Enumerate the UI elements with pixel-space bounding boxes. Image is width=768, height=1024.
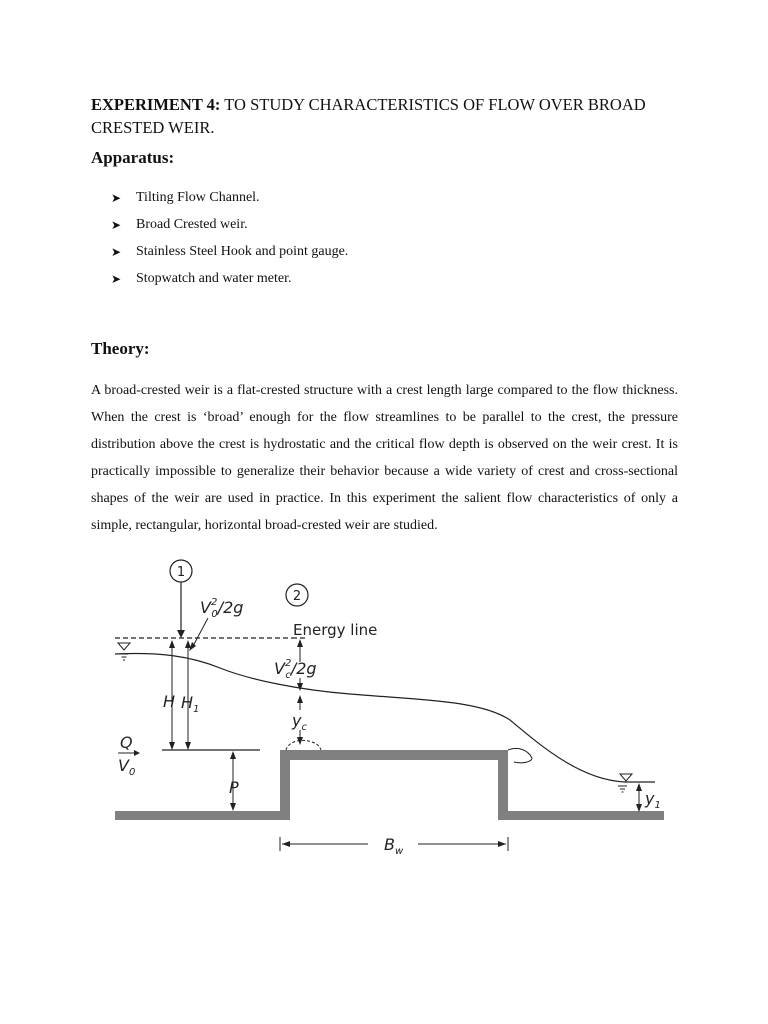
theory-title: Theory: (91, 339, 150, 358)
water-level-symbol-icon (118, 643, 130, 650)
h1-label: $H_1$ (181, 693, 200, 715)
p-label: P (229, 778, 239, 797)
yc-label: $y_c$ (292, 711, 307, 733)
apparatus-list (111, 188, 348, 296)
arrow-bullet-icon: ➤ (111, 272, 122, 286)
downstream-water-level-symbol-icon (620, 774, 632, 781)
upstream-channel-bed (115, 811, 282, 820)
apparatus-title: Apparatus: (91, 148, 175, 167)
arrow-bullet-icon: ➤ (111, 245, 122, 259)
theory-paragraph: A broad-crested weir is a flat-crested structure with a crest length large compared to the flow thickness. When the crest is ‘broad’ enough for the flow streamlines to be parallel to the crest, the pressure distribution above the crest is hydrostatic and the critical flow depth is observed on the weir crest. It is practically impossible to generalize their behavior because a wide variety of crest and cross-sectional shapes of the weir are used in practice. In this experiment the salient flow characteristics of only a simple, rectangular, horizontal broad-crested weir are studied. (91, 383, 678, 533)
q-label: Q (120, 733, 133, 752)
weir-diagram (100, 550, 680, 870)
list-item: ➤ Broad Crested weir. (111, 215, 348, 242)
v0-label: $V_0$ (118, 756, 136, 778)
arrow-bullet-icon: ➤ (111, 218, 122, 232)
critical-depth-curve (286, 740, 321, 750)
downstream-channel-bed (498, 811, 664, 820)
svg-text:1: 1 (176, 565, 186, 580)
experiment-number: EXPERIMENT 4: (91, 95, 221, 114)
bw-label: $B_w$ (384, 835, 404, 857)
vc-velocity-head-label: $V^2$ c/2g (274, 658, 317, 681)
water-surface-profile (115, 654, 655, 782)
experiment-heading (91, 93, 691, 139)
energy-line-label: Energy line (293, 621, 378, 639)
list-item: ➤ Stopwatch and water meter. (111, 269, 348, 296)
svg-text:2: 2 (292, 589, 302, 604)
v0-velocity-head-label: $V^2$ 0/2g (200, 597, 244, 620)
y1-label: $y_1$ (645, 789, 661, 811)
weir-body (280, 750, 508, 820)
arrow-bullet-icon: ➤ (111, 191, 122, 205)
experiment-title: TO STUDY CHARACTERISTICS OF FLOW OVER BROAD CRESTED WEIR. (91, 95, 646, 137)
list-item: ➤ Tilting Flow Channel. (111, 188, 348, 215)
h-label: H (163, 692, 176, 711)
nappe-curve (508, 748, 532, 762)
v0-pointer (192, 618, 208, 648)
list-item: ➤ Stainless Steel Hook and point gauge. (111, 242, 348, 269)
